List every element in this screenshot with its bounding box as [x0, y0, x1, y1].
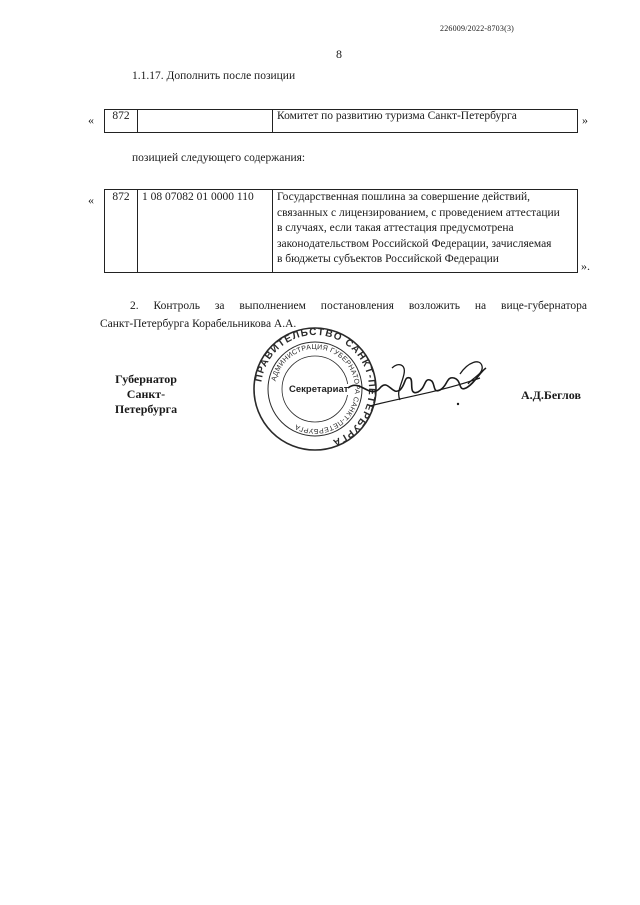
- svg-text:ПРАВИТЕЛЬСТВО САНКТ-ПЕТЕРБУРГА: ПРАВИТЕЛЬСТВО САНКТ-ПЕТЕРБУРГА: [253, 326, 378, 449]
- kbk-cell: [138, 110, 273, 133]
- position-code-cell: 872: [105, 190, 138, 273]
- page-number: 8: [336, 47, 342, 61]
- table-row: [105, 190, 578, 273]
- open-quote: «: [88, 113, 94, 127]
- signatory-title-line: Санкт-Петербурга: [114, 387, 178, 416]
- signatory-name: А.Д.Беглов: [521, 388, 581, 402]
- position-name-line: в бюджеты субъектов Российской Федерации: [277, 253, 499, 265]
- svg-text:АДМИНИСТРАЦИЯ ГУБЕРНАТОРА САНК: АДМИНИСТРАЦИЯ ГУБЕРНАТОРА САНКТ-ПЕТЕРБУРГА: [270, 343, 361, 435]
- position-name-line: Государственная пошлина за совершение действий,: [277, 191, 531, 203]
- handwritten-signature: [340, 348, 490, 418]
- paragraph-2-line-1: 2. Контроль за выполнением постановления возложить на вице-губернатора: [130, 300, 587, 312]
- position-name-line: связанных с лицензированием, с проведением аттестации: [277, 206, 560, 219]
- clause-1-1-17-intro: 1.1.17. Дополнить после позиции: [132, 70, 296, 82]
- position-name-cell: [273, 190, 578, 273]
- position-name-line: в случаях, если такая аттестация предусмотрена: [277, 222, 514, 234]
- close-quote: »: [582, 113, 588, 127]
- position-name-line: законодательством Российской Федерации, зачисляемая: [277, 237, 552, 250]
- position-name-cell: Комитет по развитию туризма Санкт-Петербурга: [273, 110, 578, 133]
- paragraph-2-line-2: Санкт-Петербурга Корабельникова А.А.: [100, 318, 297, 330]
- following-content-text: позицией следующего содержания:: [132, 152, 306, 164]
- close-quote: ».: [581, 259, 590, 273]
- document-registration-number: 226009/2022-8703(3): [440, 24, 515, 33]
- table-row: [105, 110, 578, 133]
- new-position-table: [104, 189, 578, 273]
- signatory-title: [100, 372, 192, 417]
- kbk-cell: 1 08 07082 01 0000 110: [138, 190, 273, 273]
- open-quote: «: [88, 193, 94, 207]
- signatory-title-line: Губернатор: [115, 372, 177, 386]
- existing-position-table: [104, 109, 578, 133]
- position-code-cell: 872: [105, 110, 138, 133]
- stamp-center-label: Секретариат: [289, 384, 349, 395]
